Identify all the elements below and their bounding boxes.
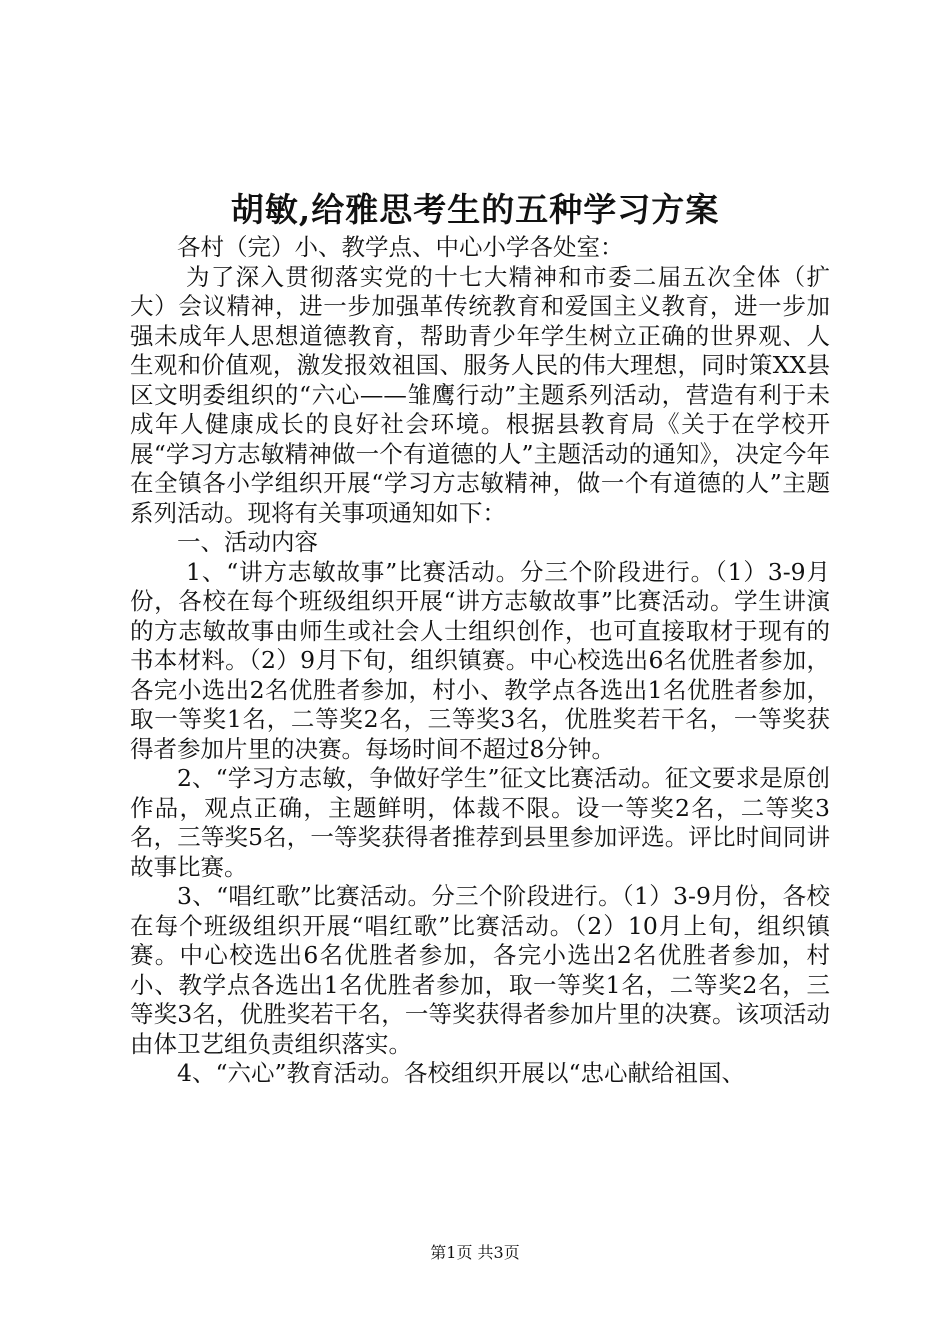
document-body <box>130 233 830 1089</box>
item-4-paragraph: 4、“六心”教育活动。各校组织开展以“忠心献给祖国、 <box>177 1059 745 1087</box>
item-3-paragraph: 3、“唱红歌”比赛活动。分三个阶段进行。（1）3-9月份，各校在每个班级组织开展“唱红歌”比赛活动。（2）10月上旬，组织镇赛。中心校选出6名优胜者参加，各完小选出2名优胜者参加，村小、教学点各选出1名优胜者参加，取一等奖1名，二等奖2名，三等奖3名，优胜奖若干名，一等奖获得者参加片里的决赛。该项活动由体卫艺组负责组织落实。 <box>130 882 830 1058</box>
item-1-paragraph: 1、“讲方志敏故事”比赛活动。分三个阶段进行。（1）3-9月份，各校在每个班级组织开展“讲方志敏故事”比赛活动。学生讲演的方志敏故事由师生或社会人士组织创作，也可直接取材于现有的书本材料。（2）9月下旬，组织镇赛。中心校选出6名优胜者参加，各完小选出2名优胜者参加，村小、教学点各选出1名优胜者参加，取一等奖1名，二等奖2名，三等奖3名，优胜奖若干名，一等奖获得者参加片里的决赛。每场时间不超过8分钟。 <box>130 557 830 763</box>
intro-paragraph: 为了深入贯彻落实党的十七大精神和市委二届五次全体（扩大）会议精神，进一步加强革传统教育和爱国主义教育，进一步加强未成年人思想道德教育，帮助青少年学生树立正确的世界观、人生观和价值观，激发报效祖国、服务人民的伟大理想，同时策XX县区文明委组织的“六心——雏鹰行动”主题系列活动，营造有利于未成年人健康成长的良好社会环境。根据县教育局《关于在学校开展“学习方志敏精神做一个有道德的人”主题活动的通知》，决定今年在全镇各小学组织开展“学习方志敏精神，做一个有道德的人”主题系列活动。现将有关事项通知如下： <box>130 262 830 527</box>
salutation-paragraph: 各村（完）小、教学点、中心小学各处室： <box>177 233 624 261</box>
section-heading: 一、活动内容 <box>177 528 318 556</box>
item-2-paragraph: 2、“学习方志敏，争做好学生”征文比赛活动。征文要求是原创作品，观点正确，主题鲜明，体裁不限。设一等奖2名，二等奖3名，三等奖5名，一等奖获得者推荐到县里参加评选。评比时间同讲故事比赛。 <box>130 764 830 881</box>
document-title: 胡敏,给雅思考生的五种学习方案 <box>230 190 720 229</box>
page-footer: 第1页 共3页 <box>430 1243 520 1262</box>
